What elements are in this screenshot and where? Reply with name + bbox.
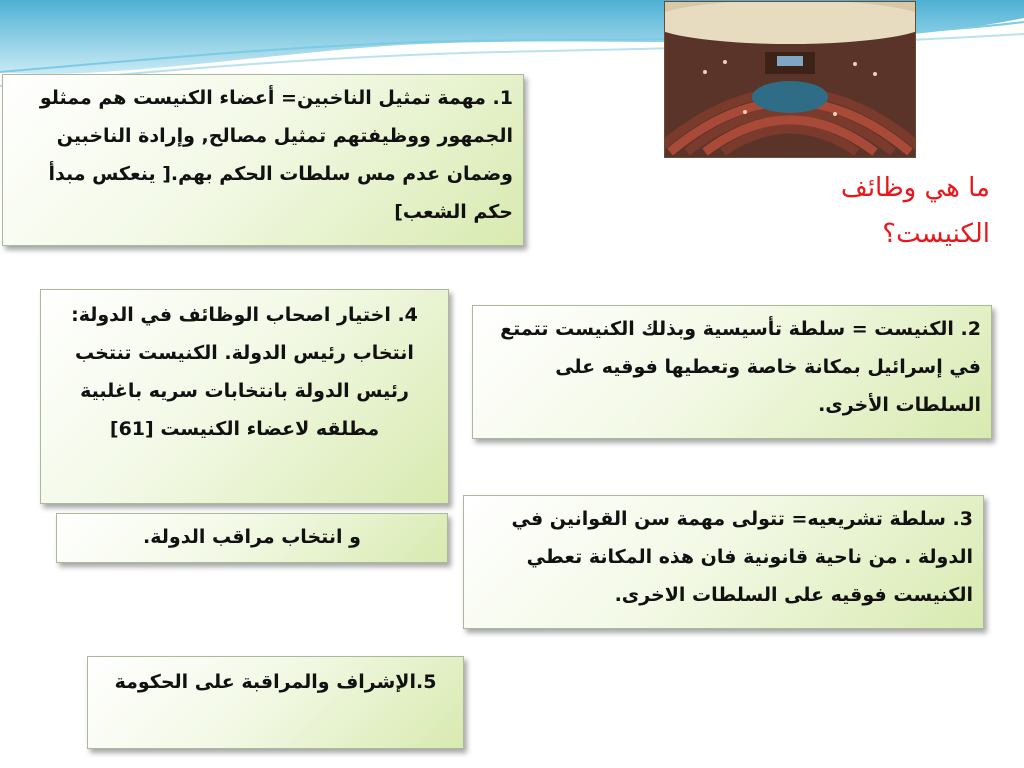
title-line-1: ما هي وظائف — [840, 173, 990, 203]
function-text-4: 4. اختيار اصحاب الوظائف في الدولة: انتخاب رئيس الدولة. الكنيست تنتخب رئيس الدولة بانتخابات سريه باغلبية مطلقه لاعضاء الكنيست [61] — [71, 304, 418, 440]
function-text-5: 5.الإشراف والمراقبة على الحكومة — [114, 671, 437, 693]
function-text-2: 2. الكنيست = سلطة تأسيسية وبذلك الكنيست تتمتع في إسرائيل بمكانة خاصة وتعطيها فوقيه على السلطات الأخرى. — [500, 318, 981, 416]
slide-title — [790, 165, 990, 257]
function-box-1 — [2, 74, 524, 246]
function-box-4b — [56, 513, 448, 563]
function-box-5 — [87, 656, 464, 749]
title-line-2: الكنيست؟ — [882, 219, 990, 249]
function-text-3: 3. سلطة تشريعيه= تتولى مهمة سن القوانين في الدولة . من ناحية قانونية فان هذه المكانة تعطي الكنيست فوقيه على السلطات الاخرى. — [511, 508, 973, 606]
function-box-2 — [472, 305, 992, 439]
function-box-3 — [463, 495, 984, 629]
function-box-4 — [40, 289, 449, 504]
function-text-4b: و انتخاب مراقب الدولة. — [143, 526, 361, 548]
assembly-hall-photo — [664, 1, 916, 158]
function-text-1: 1. مهمة تمثيل الناخبين= أعضاء الكنيست هم ممثلو الجمهور ووظيفتهم تمثيل مصالح, وإرادة الناخبين وضمان عدم مس سلطات الحكم بهم.[ ينعكس مبدأ حكم الشعب] — [39, 87, 513, 223]
